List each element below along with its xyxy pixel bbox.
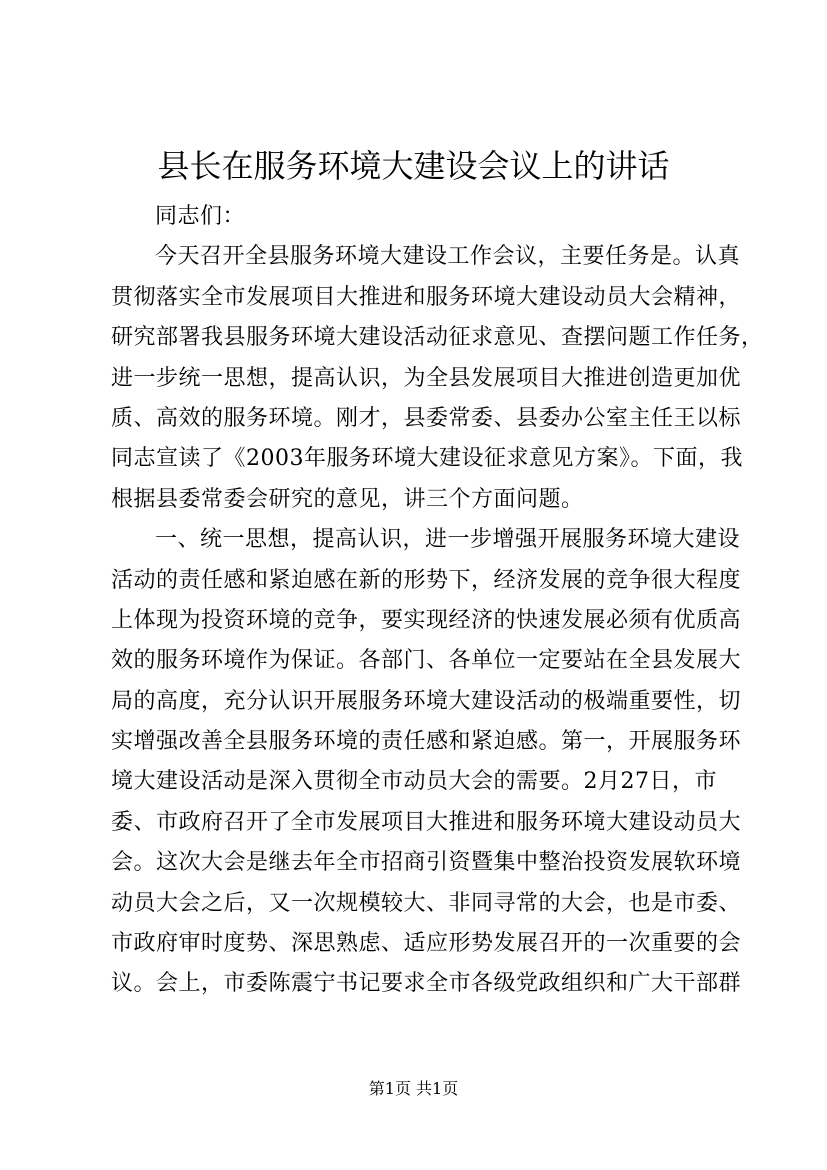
body-line: 今天召开全县服务环境大建设工作会议，主要任务是。认真	[155, 244, 741, 270]
body-line: 实增强改善全县服务环境的责任感和紧迫感。第一，开展服务环	[111, 729, 742, 755]
body-line: 委、市政府召开了全市发展项目大推进和服务环境大建设动员大	[111, 809, 742, 835]
body-line: 同志宣读了《2003年服务环境大建设征求意见方案》。下面，我	[111, 446, 743, 472]
body-line: 境大建设活动是深入贯彻全市动员大会的需要。2月27日，市	[111, 769, 717, 795]
page-footer: 第1页 共1页	[368, 1079, 459, 1098]
body-line: 活动的责任感和紧迫感在新的形势下，经济发展的竞争很大程度	[111, 567, 742, 593]
body-line: 会。这次大会是继去年全市招商引资暨集中整治投资发展软环境	[111, 850, 742, 876]
body-line: 根据县委常委会研究的意见，讲三个方面问题。	[111, 486, 584, 512]
body-line: 研究部署我县服务环境大建设活动征求意见、查摆问题工作任务，	[111, 325, 764, 351]
body-line: 动员大会之后，又一次规模较大、非同寻常的大会，也是市委、	[111, 890, 742, 916]
body-line: 局的高度，充分认识开展服务环境大建设活动的极端重要性，切	[111, 688, 742, 714]
body-line: 贯彻落实全市发展项目大推进和服务环境大建设动员大会精神，	[111, 284, 742, 310]
body-line: 一、统一思想，提高认识，进一步增强开展服务环境大建设	[155, 527, 741, 553]
body-line: 效的服务环境作为保证。各部门、各单位一定要站在全县发展大	[111, 648, 742, 674]
document-title: 县长在服务环境大建设会议上的讲话	[157, 147, 670, 185]
document-body	[111, 197, 764, 1005]
body-line: 质、高效的服务环境。刚才，县委常委、县委办公室主任王以标	[111, 405, 742, 431]
body-line: 同志们：	[155, 204, 246, 229]
body-line: 进一步统一思想，提高认识，为全县发展项目大推进创造更加优	[111, 365, 742, 391]
body-line: 市政府审时度势、深思熟虑、适应形势发展召开的一次重要的会	[111, 931, 742, 957]
body-line: 上体现为投资环境的竞争，要实现经济的快速发展必须有优质高	[111, 607, 742, 633]
body-line: 议。会上，市委陈震宁书记要求全市各级党政组织和广大干部群	[111, 971, 742, 997]
